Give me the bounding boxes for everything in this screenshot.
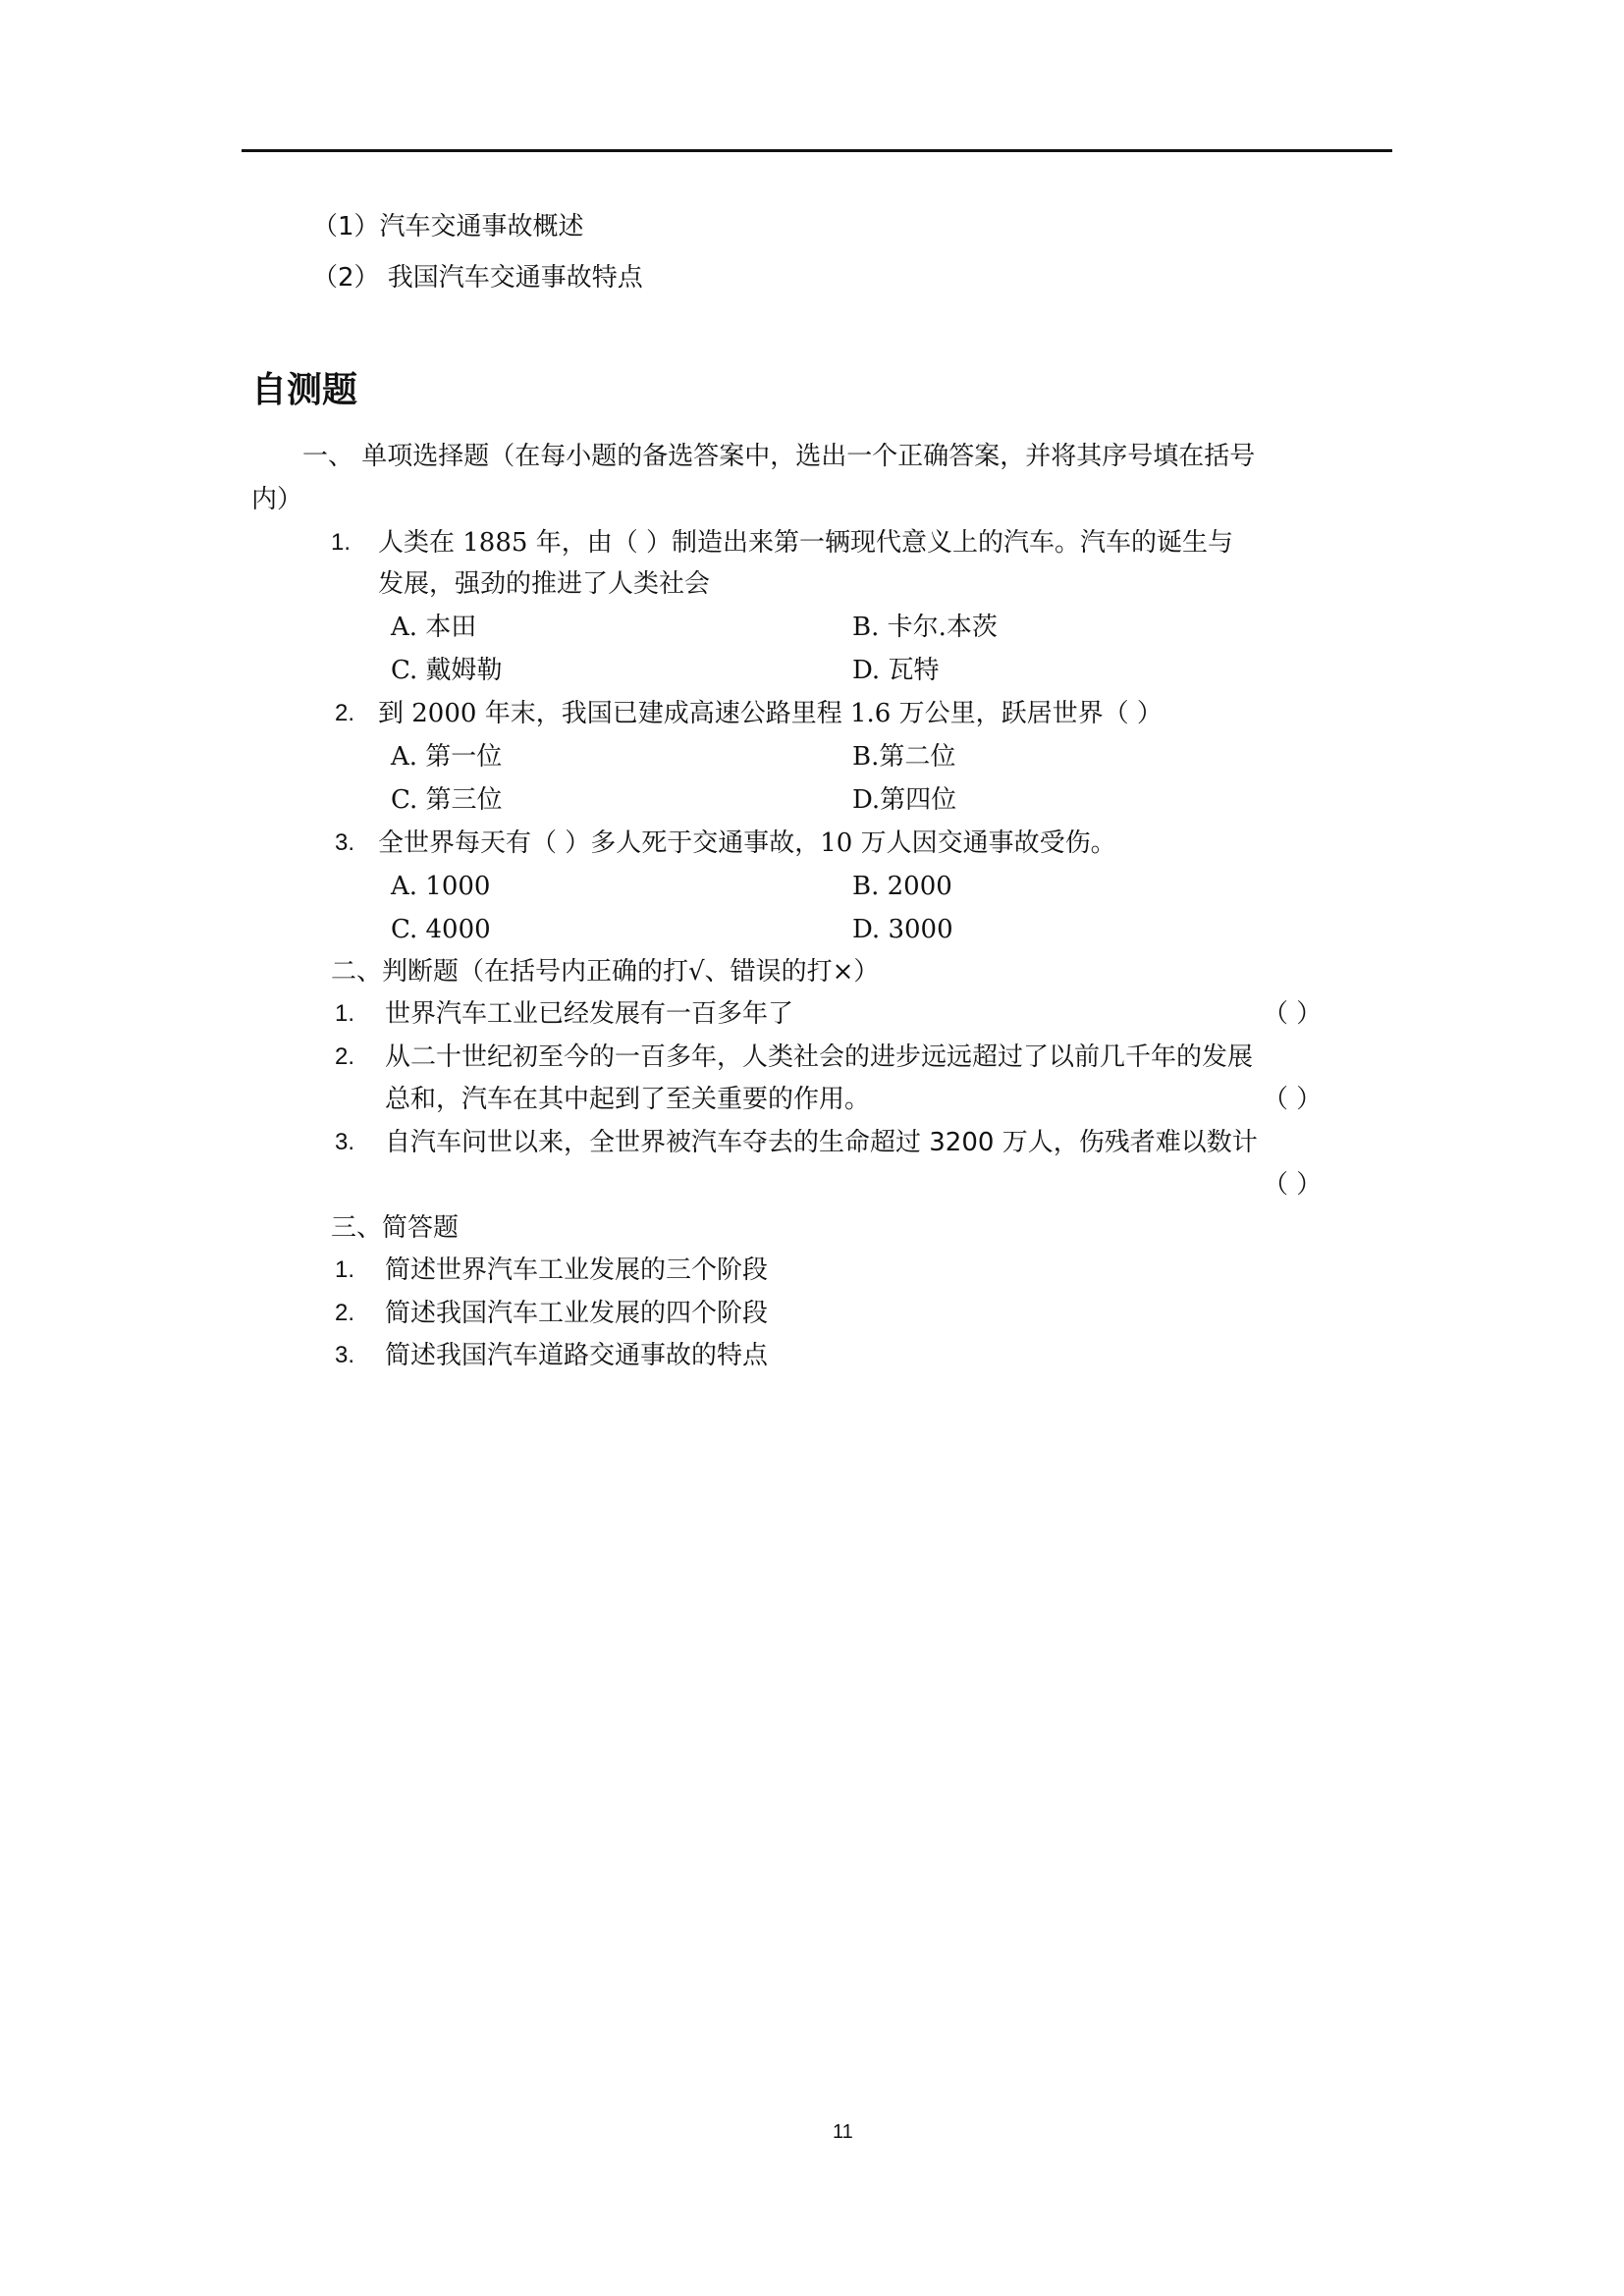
q2-number: 2. xyxy=(335,700,355,726)
sa1-text: 简述世界汽车工业发展的三个阶段 xyxy=(385,1255,769,1285)
tf2-text-line1: 从二十世纪初至今的一百多年，人类社会的进步远远超过了以前几千年的发展 xyxy=(385,1042,1254,1072)
q1-option-a: A. 本田 xyxy=(391,613,477,642)
q1-text-line2: 发展，强劲的推进了人类社会 xyxy=(378,569,711,599)
q1-number: 1. xyxy=(331,529,352,556)
sa1-number: 1. xyxy=(335,1256,355,1283)
q3-text-line1: 全世界每天有（ ）多人死于交通事故，10 万人因交通事故受伤。 xyxy=(378,828,1116,858)
section2-title: 二、判断题（在括号内正确的打√、错误的打×） xyxy=(331,957,880,987)
tf1-answer-bracket: （ ） xyxy=(1263,999,1323,1029)
outline-item-1: （1）汽车交通事故概述 xyxy=(312,212,584,241)
q3-option-b: B. 2000 xyxy=(852,872,952,901)
q1-text-line1: 人类在 1885 年，由（ ）制造出来第一辆现代意义上的汽车。汽车的诞生与 xyxy=(378,528,1233,558)
q2-option-b: B.第二位 xyxy=(852,742,956,772)
q1-option-d: D. 瓦特 xyxy=(852,656,940,685)
outline-item-2: （2） 我国汽车交通事故特点 xyxy=(312,263,643,293)
tf3-text-line1: 自汽车问世以来，全世界被汽车夺去的生命超过 3200 万人，伤残者难以数计 xyxy=(385,1128,1258,1157)
tf2-answer-bracket: （ ） xyxy=(1263,1085,1323,1114)
sa2-text: 简述我国汽车工业发展的四个阶段 xyxy=(385,1299,769,1328)
sa3-number: 3. xyxy=(335,1342,355,1368)
q3-option-a: A. 1000 xyxy=(391,872,491,901)
section1-title-cont: 内） xyxy=(251,485,303,514)
section3-title: 三、简答题 xyxy=(331,1213,460,1243)
q2-option-c: C. 第三位 xyxy=(391,785,503,815)
sa3-text: 简述我国汽车道路交通事故的特点 xyxy=(385,1341,769,1370)
q1-option-c: C. 戴姆勒 xyxy=(391,656,503,685)
tf1-text: 世界汽车工业已经发展有一百多年了 xyxy=(385,999,794,1029)
page-heading: 自测题 xyxy=(251,370,358,410)
q2-option-d: D.第四位 xyxy=(852,785,957,815)
header-rule xyxy=(242,149,1392,152)
sa2-number: 2. xyxy=(335,1300,355,1326)
q3-option-c: C. 4000 xyxy=(391,915,491,944)
tf3-number: 3. xyxy=(335,1129,355,1155)
q2-text-line1: 到 2000 年末，我国已建成高速公路里程 1.6 万公里，跃居世界（ ） xyxy=(378,699,1163,728)
tf3-answer-bracket: （ ） xyxy=(1263,1170,1323,1200)
q3-number: 3. xyxy=(335,829,355,856)
tf2-number: 2. xyxy=(335,1043,355,1070)
section1-title: 一、 单项选择题（在每小题的备选答案中，选出一个正确答案，并将其序号填在括号 xyxy=(302,442,1256,471)
q2-option-a: A. 第一位 xyxy=(391,742,503,772)
tf2-text-line2: 总和，汽车在其中起到了至关重要的作用。 xyxy=(385,1085,871,1114)
q3-option-d: D. 3000 xyxy=(852,915,953,944)
tf1-number: 1. xyxy=(335,1000,355,1027)
page-number: 11 xyxy=(833,2121,853,2143)
q1-option-b: B. 卡尔.本茨 xyxy=(852,613,998,642)
